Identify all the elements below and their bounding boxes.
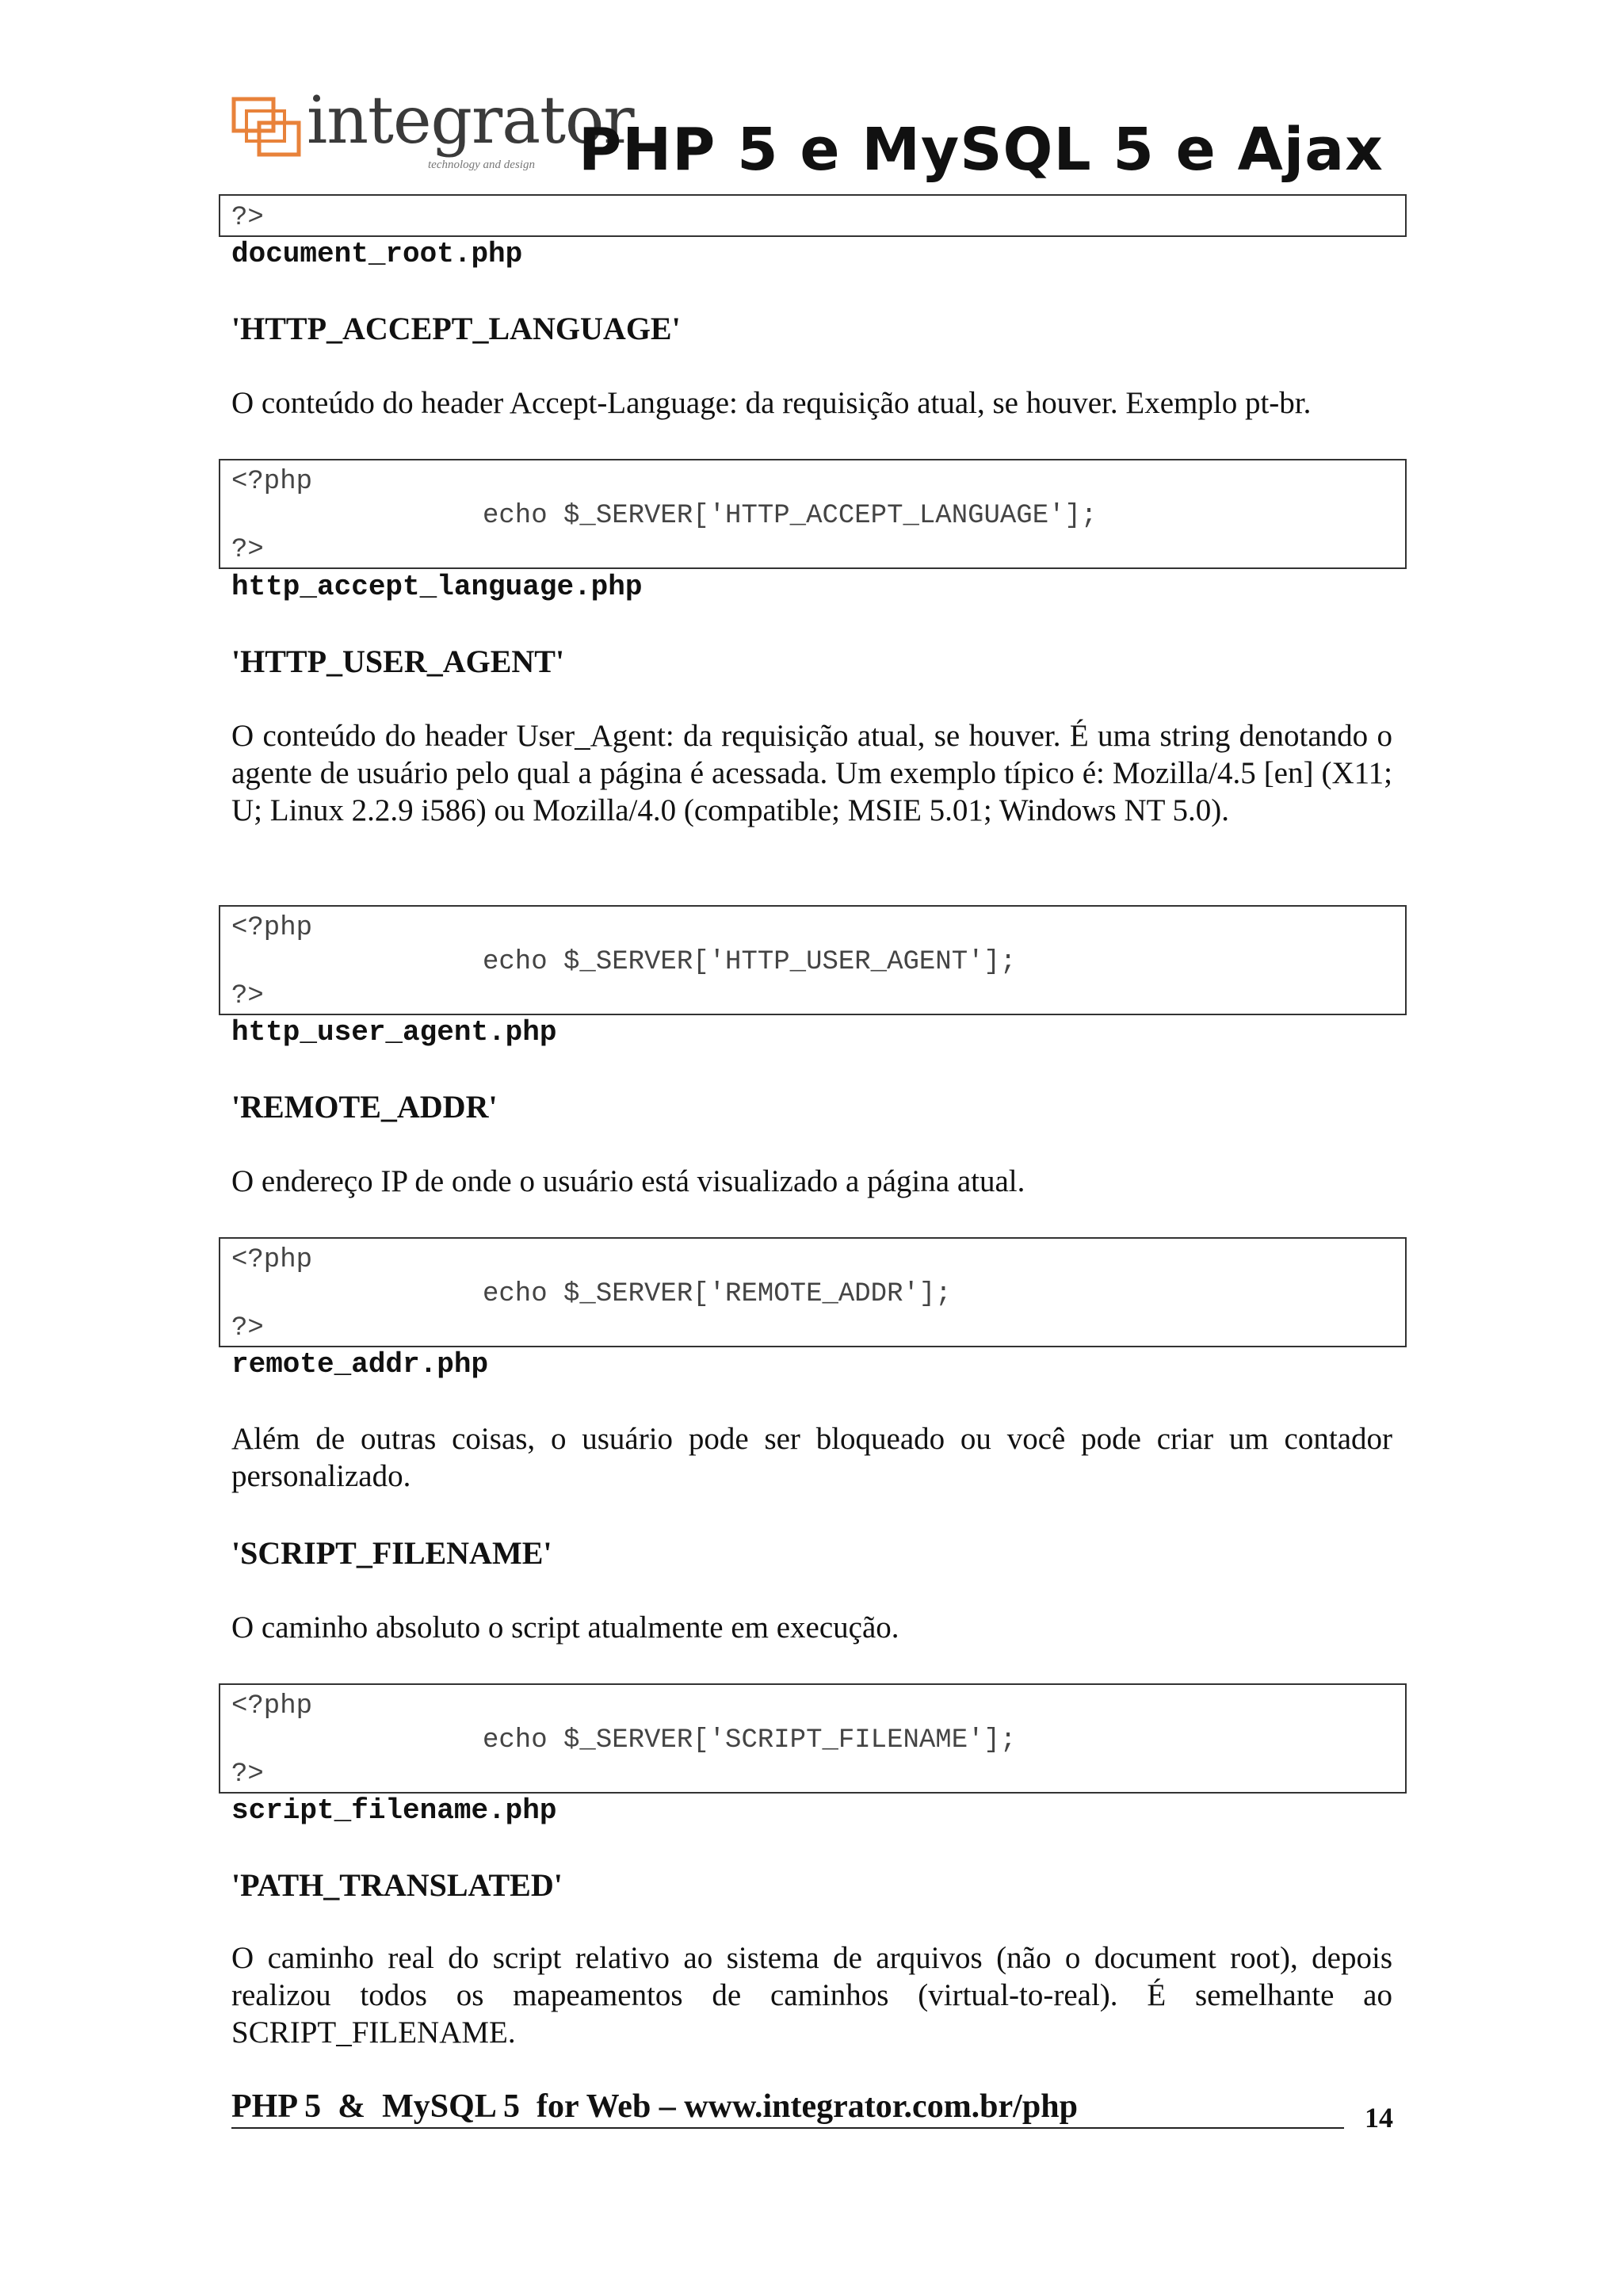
code-line: ?> [231,981,264,1011]
code-box [219,905,1407,1015]
code-box-document-root [219,194,1407,237]
section-paragraph: O conteúdo do header User_Agent: da requisição atual, se houver. É uma string denotando o agente de usuário pelo qual a página é acessada. Um exemplo típico é: Mozilla/4.5 [en] (X11; U; Linux 2.2.9 i586) ou Mozilla/4.0 (compatible; MSIE 5.01; Windows NT 5.0). [231,719,1392,827]
footer-text: PHP 5 & MySQL 5 for Web – www.integrator.com.br/php [231,2088,1078,2125]
filename-label: http_accept_language.php [231,571,643,603]
code-line: <?php [231,913,313,943]
filename-label: document_root.php [231,238,523,270]
code-line: echo $_SERVER['SCRIPT_FILENAME']; [483,1725,1017,1755]
code-line: echo $_SERVER['REMOTE_ADDR']; [483,1279,952,1309]
filename-label: script_filename.php [231,1794,557,1827]
code-box [219,1237,1407,1347]
logo-tagline: technology and design [428,159,535,171]
book-title: PHP 5 e MySQL 5 e Ajax [579,116,1384,184]
section-paragraph: O conteúdo do header Accept-Language: da requisição atual, se houver. Exemplo pt-br. [231,386,1312,420]
section-heading: 'HTTP_ACCEPT_LANGUAGE' [231,311,681,346]
section-paragraph: O caminho real do script relativo ao sistema de arquivos (não o document root), depois realizou todos os mapeamentos de caminhos (virtual-to-real). É semelhante ao SCRIPT_FILENAME. [231,1941,1392,2050]
code-box [219,459,1407,569]
code-line: ?> [231,535,264,565]
footer-rule [231,2127,1344,2129]
filename-label: remote_addr.php [231,1348,489,1381]
code-line: <?php [231,1691,313,1721]
code-line: ?> [231,1759,264,1790]
code-line: echo $_SERVER['HTTP_USER_AGENT']; [483,947,1017,977]
code-line: ?> [231,1313,264,1343]
code-line: ?> [231,203,264,233]
section-heading: 'SCRIPT_FILENAME' [231,1535,552,1571]
integrator-logo-icon [231,97,307,162]
section-heading: 'PATH_TRANSLATED' [231,1867,563,1903]
code-line: <?php [231,467,313,497]
filename-label: http_user_agent.php [231,1016,557,1049]
code-line: echo $_SERVER['HTTP_ACCEPT_LANGUAGE']; [483,501,1098,531]
code-box [219,1683,1407,1794]
section-paragraph: O endereço IP de onde o usuário está visualizado a página atual. [231,1164,1025,1198]
code-line: <?php [231,1245,313,1275]
page-number: 14 [1365,2102,1393,2134]
section-heading: 'HTTP_USER_AGENT' [231,644,565,679]
section-heading: 'REMOTE_ADDR' [231,1089,498,1125]
section-paragraph: Além de outras coisas, o usuário pode ser bloqueado ou você pode criar um contador personalizado. [231,1422,1392,1493]
section-paragraph: O caminho absoluto o script atualmente em execução. [231,1610,899,1645]
logo-text: integrator [307,83,634,159]
